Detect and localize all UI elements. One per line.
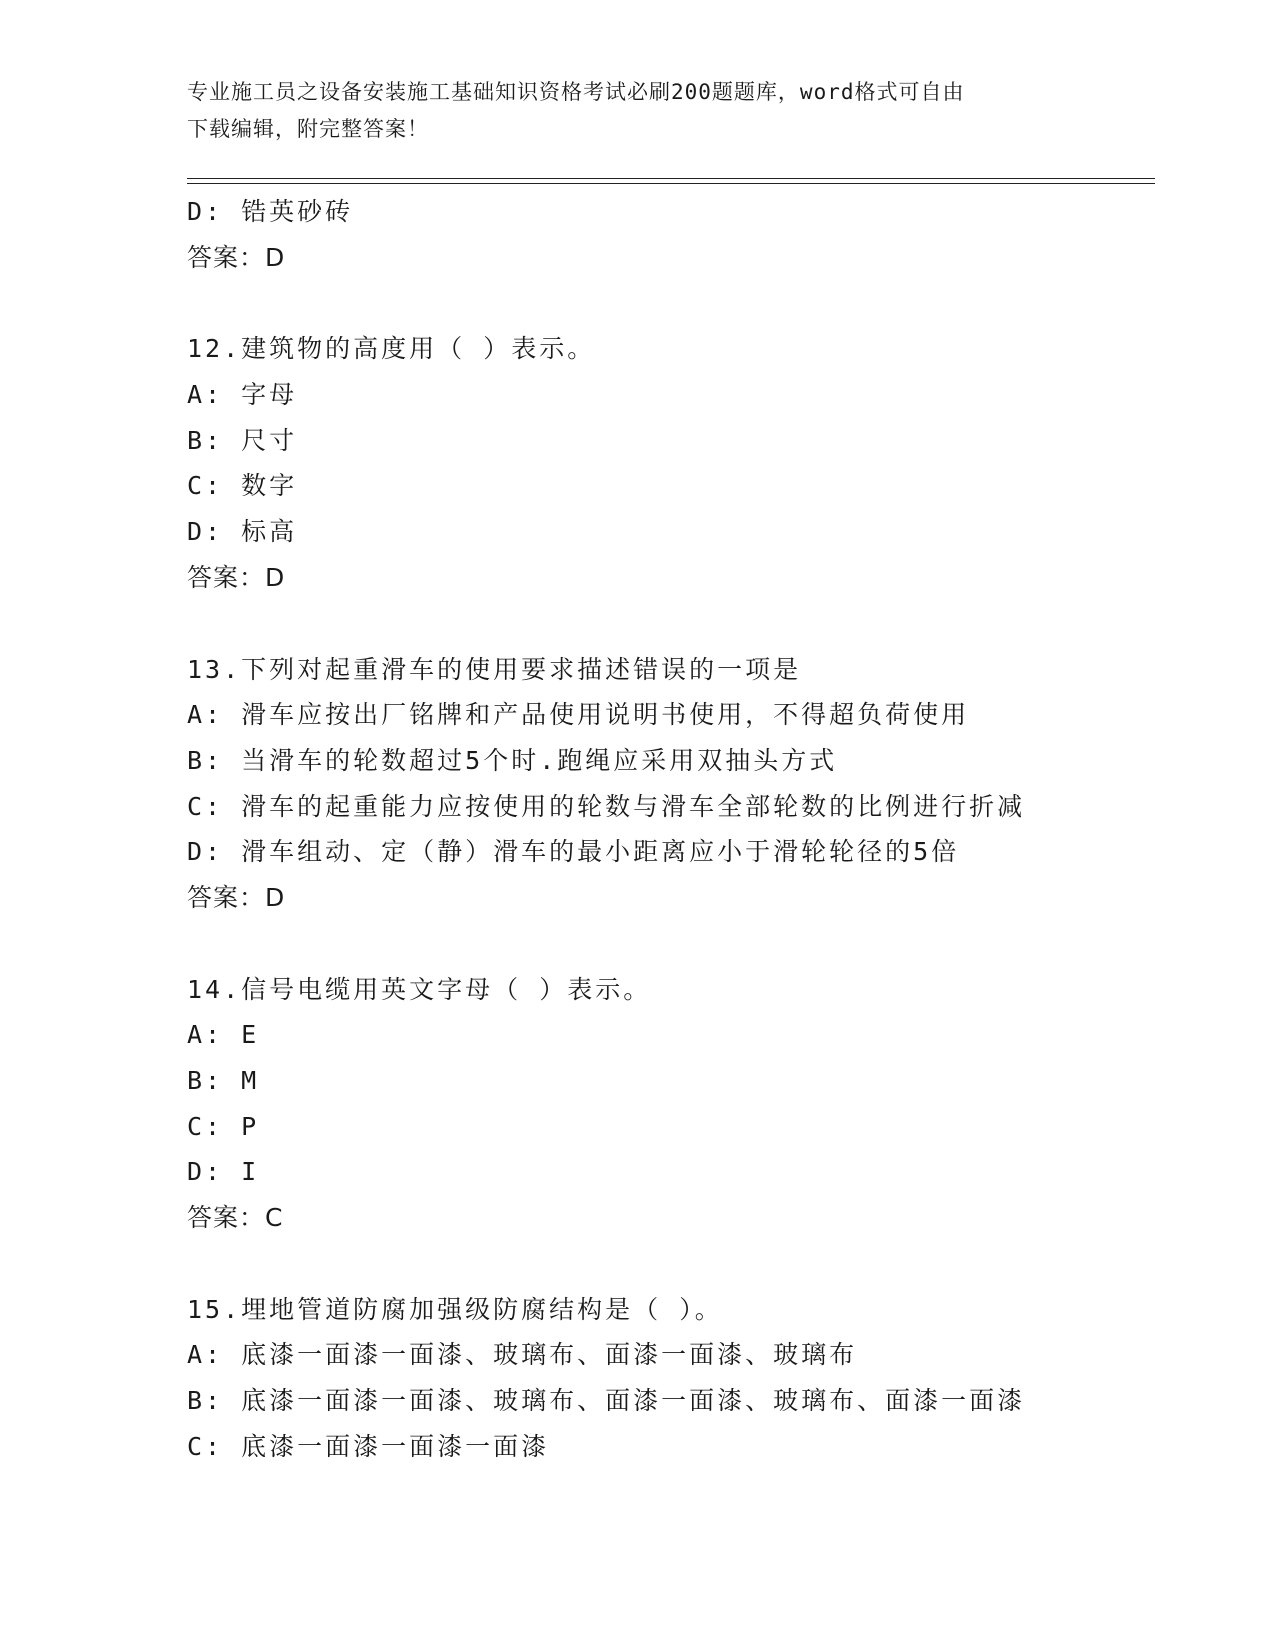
answer-option: A: E [187,1020,260,1050]
question-list [187,189,1127,1470]
section-spacer [187,601,1127,647]
answer-option: B: 当滑车的轮数超过5个时.跑绳应采用双抽头方式 [187,745,838,775]
section-spacer [187,921,1127,967]
answer-option: B: 底漆一面漆一面漆、玻璃布、面漆一面漆、玻璃布、面漆一面漆 [187,1386,1026,1416]
question-stem: 15.埋地管道防腐加强级防腐结构是（ ）。 [187,1294,723,1324]
header-divider-bottom [187,183,1155,184]
answer-option: D: 锆英砂砖 [187,197,354,226]
answer-option: A: 字母 [187,380,298,410]
answer-option: C: 滑车的起重能力应按使用的轮数与滑车全部轮数的比例进行折减 [187,791,1026,821]
answer-key: 答案：D [187,562,286,592]
section-spacer [187,280,1127,326]
answer-option: C: 底漆一面漆一面漆一面漆 [187,1431,550,1461]
answer-option: B: 尺寸 [187,425,298,455]
answer-option: A: 底漆一面漆一面漆、玻璃布、面漆一面漆、玻璃布 [187,1340,858,1370]
header-title-line-2: 下载编辑，附完整答案！ [187,117,429,141]
section-spacer [187,1241,1127,1287]
answer-option: B: M [187,1066,260,1095]
answer-key: 答案：D [187,882,286,912]
header-divider-top [187,178,1155,179]
answer-option: C: P [187,1111,260,1141]
header-title-line-1: 专业施工员之设备安装施工基础知识资格考试必刷200题题库，word格式可自由 [187,80,965,104]
question-stem: 14.信号电缆用英文字母（ ）表示。 [187,974,652,1004]
answer-key: 答案：C [187,1203,284,1233]
answer-option: D: 滑车组动、定（静）滑车的最小距离应小于滑轮轮径的5倍 [187,837,960,867]
question-stem: 12.建筑物的高度用（ ）表示。 [187,334,596,364]
document-header [187,74,1067,148]
answer-key: 答案：D [187,242,286,272]
answer-option: D: I [187,1157,260,1187]
answer-option: C: 数字 [187,471,298,501]
answer-option: D: 标高 [187,517,298,547]
answer-option: A: 滑车应按出厂铭牌和产品使用说明书使用，不得超负荷使用 [187,700,970,730]
question-stem: 13.下列对起重滑车的使用要求描述错误的一项是 [187,654,802,684]
